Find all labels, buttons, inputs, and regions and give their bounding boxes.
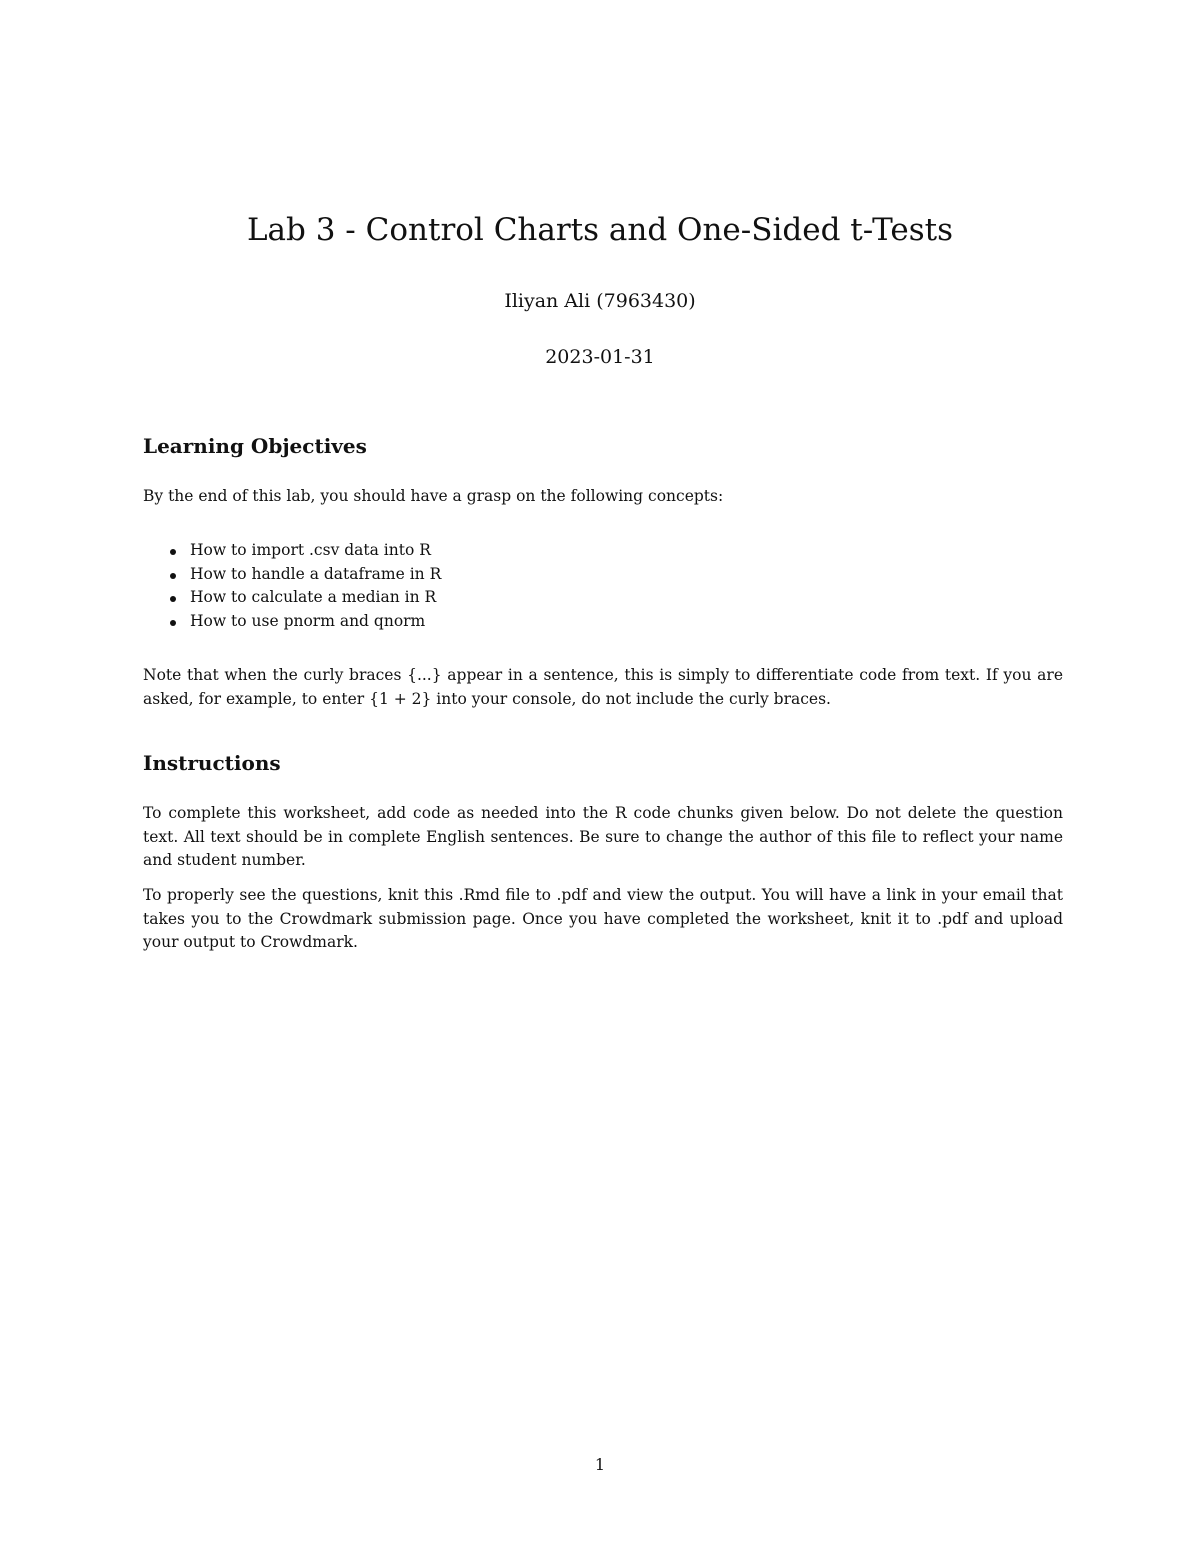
bullet-icon	[170, 549, 176, 555]
document-date: 2023-01-31	[545, 346, 655, 368]
objectives-list	[143, 539, 441, 633]
section-heading-instructions: Instructions	[143, 751, 281, 775]
bullet-icon	[170, 596, 176, 602]
bullet-icon	[170, 620, 176, 626]
list-item	[143, 563, 441, 587]
objectives-intro-paragraph: By the end of this lab, you should have a grasp on the following concepts:	[143, 487, 724, 505]
instructions-paragraph-1: To complete this worksheet, add code as needed into the R code chunks given below. Do not delete the question text. All text should be in complete English sentences. Be sure to change the author of this file to reflect your name and student number.	[143, 804, 1063, 869]
document-title: Lab 3 - Control Charts and One-Sided t-Tests	[246, 212, 954, 248]
section-heading-learning-objectives: Learning Objectives	[143, 434, 367, 458]
list-item-text: How to handle a dataframe in R	[190, 564, 442, 583]
bullet-icon	[170, 573, 176, 579]
list-item	[143, 610, 441, 634]
list-item	[143, 586, 441, 610]
list-item-text: How to calculate a median in R	[190, 588, 437, 606]
curly-braces-note-paragraph: Note that when the curly braces {...} appear in a sentence, this is simply to differentiate code from text. If you are asked, for example, to enter {1 + 2} into your console, do not include the curly braces.	[143, 666, 1063, 708]
list-item-text: How to import .csv data into R	[190, 541, 431, 559]
list-item-text: How to use pnorm and qnorm	[190, 611, 426, 630]
document-author: Iliyan Ali (7963430)	[504, 290, 696, 312]
instructions-paragraph-2: To properly see the questions, knit this .Rmd file to .pdf and view the output. You will have a link in your email that takes you to the Crowdmark submission page. Once you have completed the worksheet, knit it to .pdf and upload your output to Crowdmark.	[143, 886, 1063, 951]
list-item	[143, 539, 441, 563]
page-number: 1	[594, 1455, 606, 1474]
